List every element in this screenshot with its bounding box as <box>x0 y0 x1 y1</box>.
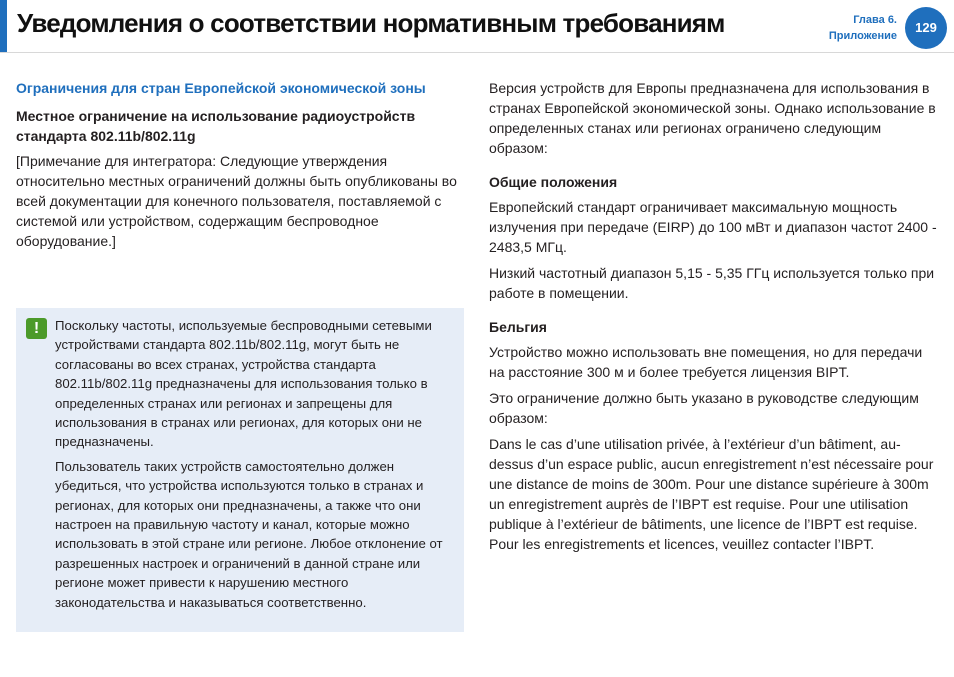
general-paragraph-2: Низкий частотный диапазон 5,15 - 5,35 ГГц используется только при работе в помещении. <box>489 265 935 301</box>
header-divider <box>0 52 954 53</box>
right-column <box>489 78 939 560</box>
section-title: Ограничения для стран Европейской экономической зоны <box>16 80 426 96</box>
general-provisions-title: Общие положения <box>489 174 618 190</box>
belgium-french-text: Dans le cas d’une utilisation privée, à l’extérieur d’un bâtiment, au-dessus d’un espace public, aucun enregistrement n’est nécessaire pour une distance de moins de 300m. Pour une distance supérieure à 300m un enregistrement auprès de l’IBPT est requise. Pour une utilisation publique à l’extérieur de bâtiments, une licence de l’IBPT est requise. Pour les enregistrements et licences, veuillez contacter l’IBPT. <box>489 436 934 552</box>
belgium-paragraph-2: Это ограничение должно быть указано в руководстве следующим образом: <box>489 390 919 426</box>
belgium-paragraph-1: Устройство можно использовать вне помещения, но для передачи на расстояние 300 м и более требуется лицензия BIPT. <box>489 344 923 380</box>
integrator-note: [Примечание для интегратора: Следующие утверждения относительно местных ограничений должны быть опубликованы во всей документации для конечного пользователя, поставляемой с системой или устройством, содержащим беспроводное оборудование.] <box>16 153 457 249</box>
note-paragraph-1: Поскольку частоты, используемые беспроводными сетевыми устройствами стандарта 802.11b/802.11g, могут быть не согласованы во всех странах, устройства стандарта 802.11b/802.11g предназначены для использования только в определенных странах или регионах и запрещены для использования в странах или регионах, для которых они не предназначены. <box>55 318 432 450</box>
note-paragraph-2: Пользователь таких устройств самостоятельно должен убедиться, что устройства используются только в странах и регионах, для которых они предназначены, а также что они настроен на правильную частоту и канал, которые можно использовать в этой стране или регионе. Любое отклонение от разрешенных настроек и ограничений в данной стране или регионе может привести к нарушению местного законодательства и наказываться соответственно. <box>55 458 443 610</box>
page-title: Уведомления о соответствии нормативным требованиям <box>17 8 725 38</box>
note-text <box>55 316 455 617</box>
warning-note-box <box>16 308 464 632</box>
general-paragraph-1: Европейский стандарт ограничивает максимальную мощность излучения при передаче (EIRP) до 100 мВт и диапазон частот 2400 - 2483,5 МГц. <box>489 199 937 255</box>
chapter-name: Приложение <box>828 30 897 42</box>
intro-paragraph: Версия устройств для Европы предназначена для использования в странах Европейской экономической зоны. Однако использование в определенных станах или регионах ограничено следующим образом: <box>489 80 936 156</box>
exclamation-icon: ! <box>26 318 47 339</box>
page-number-badge: 129 <box>905 7 947 49</box>
belgium-title: Бельгия <box>489 319 547 335</box>
chapter-label <box>829 12 897 44</box>
header-accent-bar <box>0 0 7 52</box>
chapter-number: Глава 6. <box>853 14 897 26</box>
left-column <box>16 78 461 257</box>
subsection-title: Местное ограничение на использование радиоустройств стандарта 802.11b/802.11g <box>16 108 416 144</box>
